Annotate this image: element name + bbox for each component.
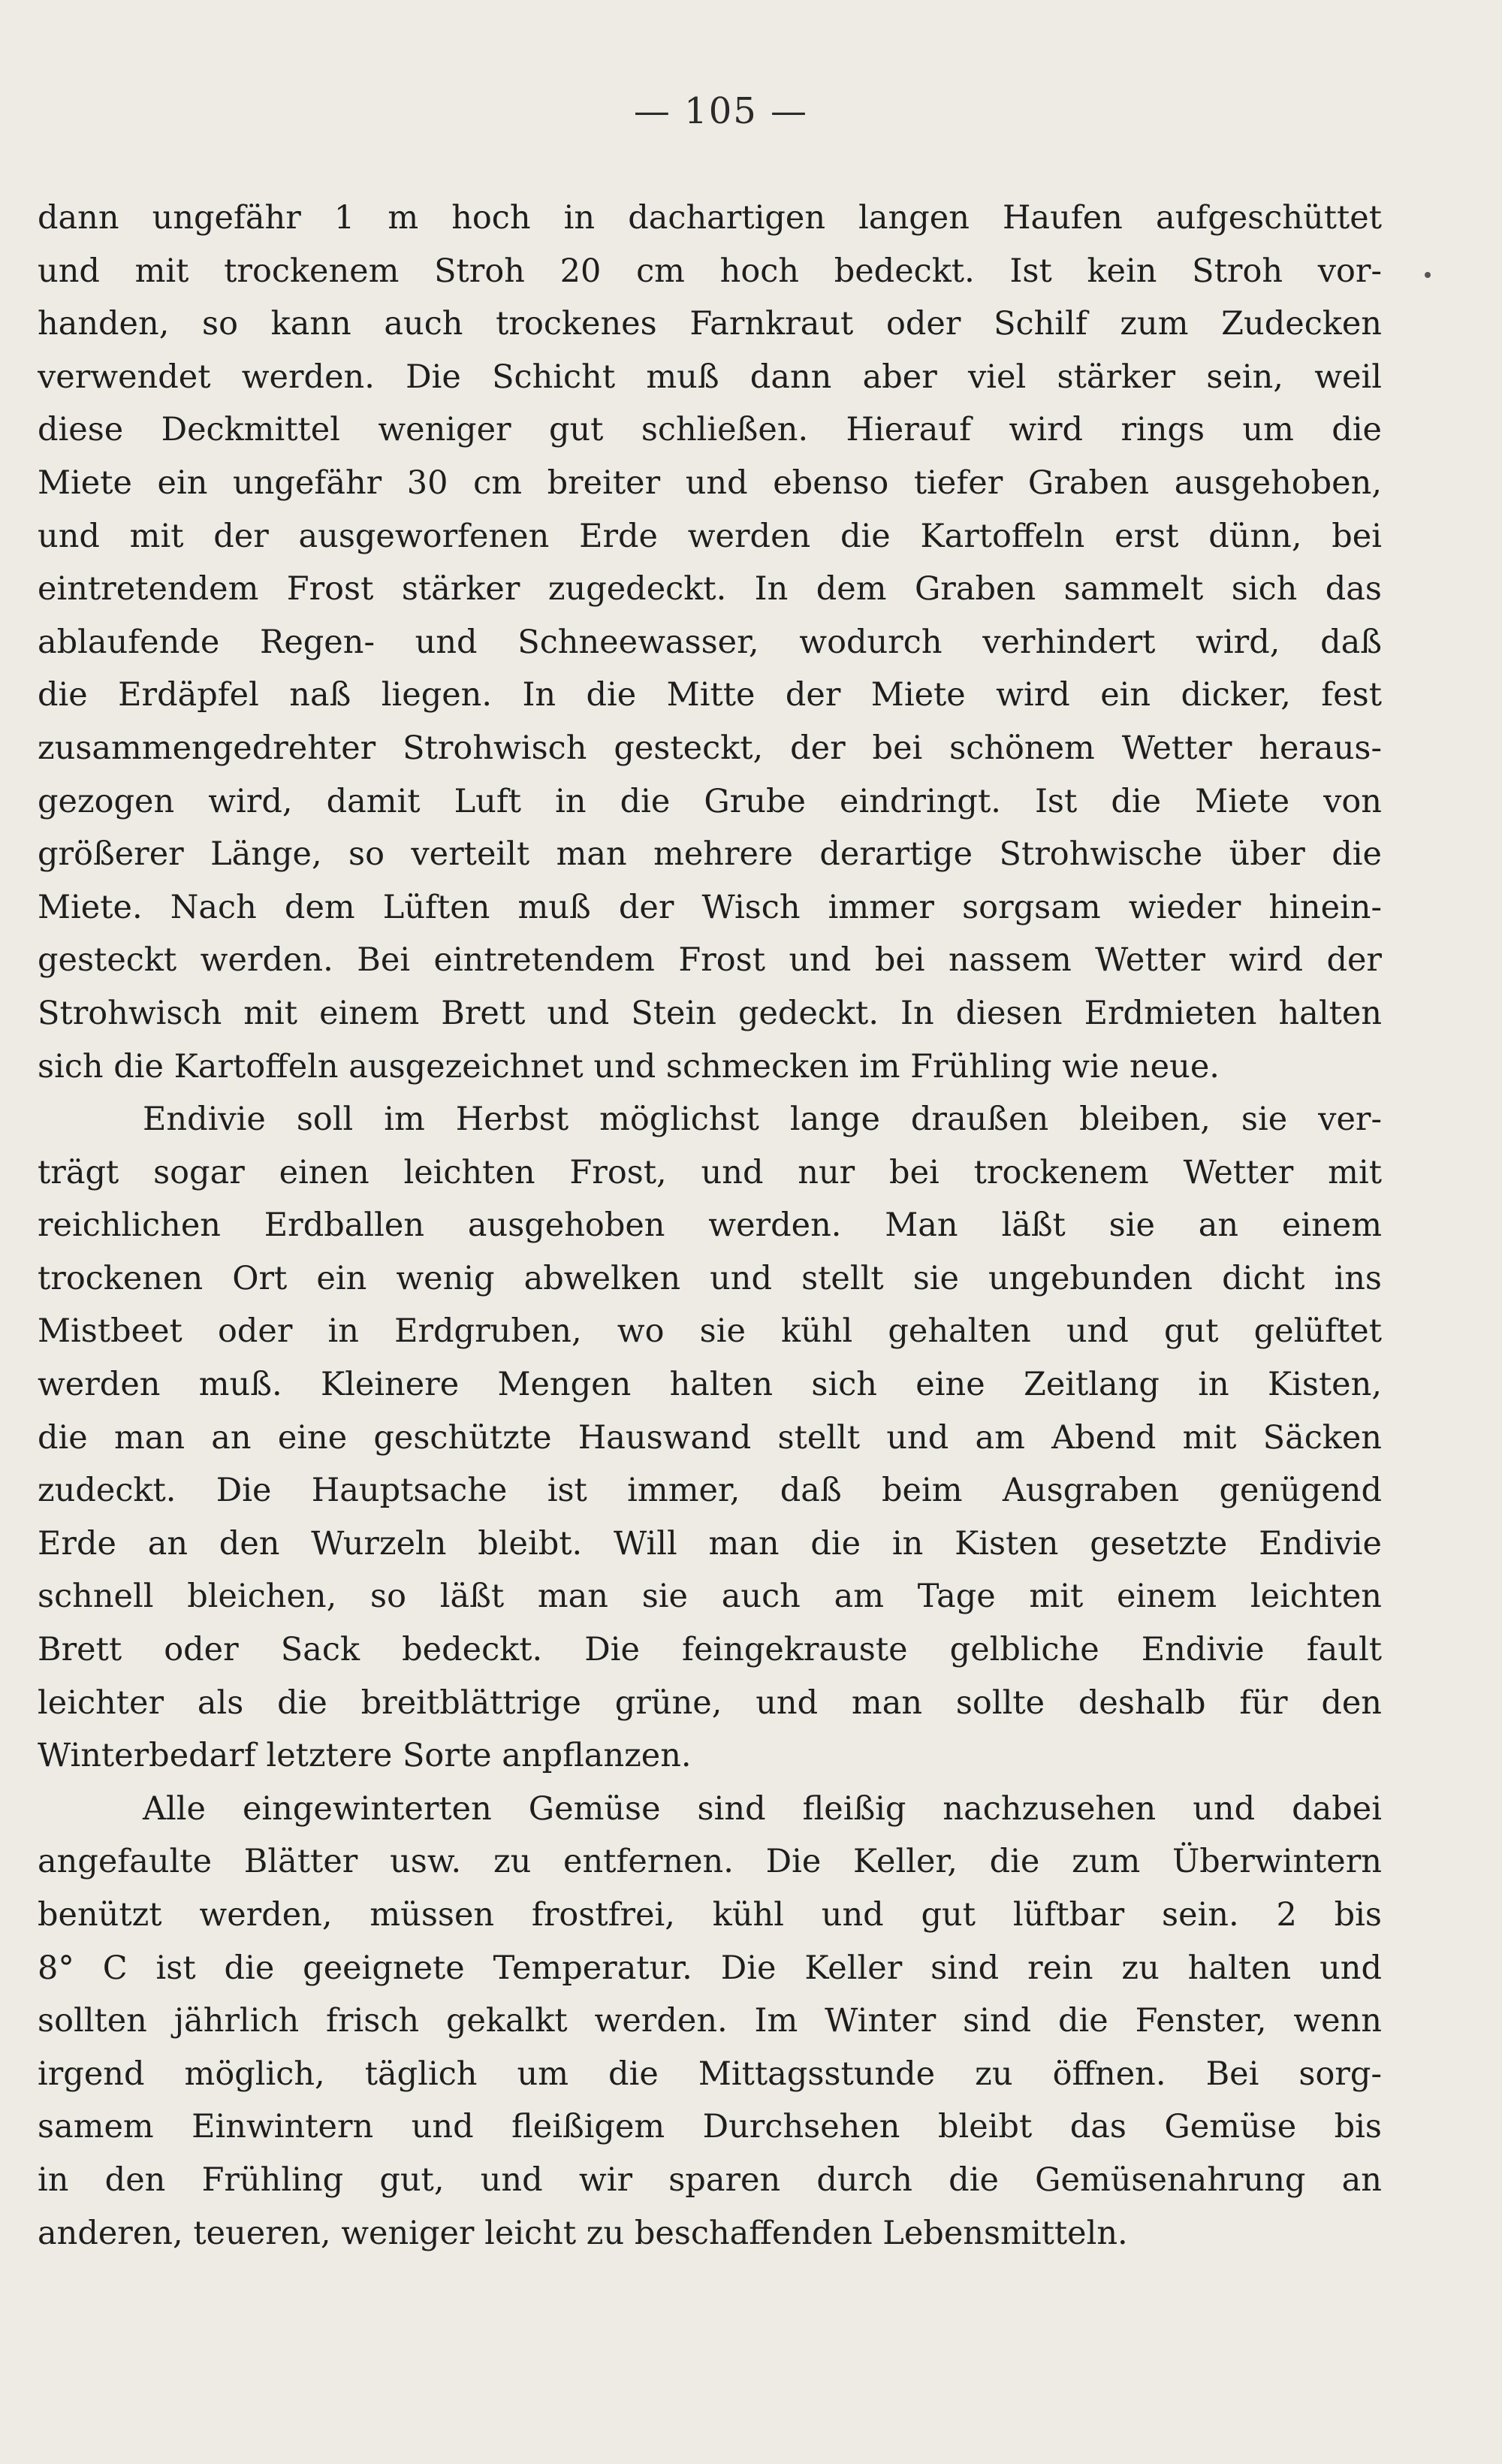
text-line: die Erdäpfel naß liegen. In die Mitte der Miete wird ein dicker, fest — [38, 676, 1382, 714]
paragraph — [38, 192, 1382, 1093]
text-line: trockenen Ort ein wenig abwelken und stellt sie ungebunden dicht ins — [38, 1259, 1382, 1297]
text-line: handen, so kann auch trockenes Farnkraut oder Schilf zum Zudecken — [38, 305, 1382, 343]
text-line: und mit trockenem Stroh 20 cm hoch bedeckt. Ist kein Stroh vor- — [38, 252, 1382, 290]
text-line: zusammengedrehter Strohwisch gesteckt, der bei schönem Wetter heraus- — [38, 729, 1382, 767]
text-line: Mistbeet oder in Erdgruben, wo sie kühl gehalten und gut gelüftet — [38, 1312, 1382, 1351]
text-line: ablaufende Regen- und Schneewasser, wodurch verhindert wird, daß — [38, 623, 1382, 661]
text-line: diese Deckmittel weniger gut schließen. Hierauf wird rings um die — [38, 411, 1382, 449]
text-line: zudeckt. Die Hauptsache ist immer, daß beim Ausgraben genügend — [38, 1472, 1382, 1510]
text-line: irgend möglich, täglich um die Mittagsstunde zu öffnen. Bei sorg- — [38, 2055, 1382, 2093]
text-line: die man an eine geschützte Hauswand stellt und am Abend mit Säcken — [38, 1418, 1382, 1457]
paragraph — [38, 1093, 1382, 1783]
text-line: anderen, teueren, weniger leicht zu beschaffenden Lebensmitteln. — [38, 2214, 1128, 2252]
text-line: Alle eingewinterten Gemüse sind fleißig nachzusehen und dabei — [143, 1789, 1382, 1828]
text-line: Miete. Nach dem Lüften muß der Wisch immer sorgsam wieder hinein- — [38, 888, 1382, 926]
text-line: angefaulte Blätter usw. zu entfernen. Die Keller, die zum Überwintern — [38, 1843, 1382, 1881]
text-line: samem Einwintern und fleißigem Durchsehen bleibt das Gemüse bis — [38, 2108, 1382, 2146]
text-line: Endivie soll im Herbst möglichst lange draußen bleiben, sie ver- — [143, 1101, 1382, 1139]
text-line: und mit der ausgeworfenen Erde werden die Kartoffeln erst dünn, bei — [38, 517, 1382, 555]
text-line: werden muß. Kleinere Mengen halten sich eine Zeitlang in Kisten, — [38, 1366, 1382, 1404]
page-number: — 105 — — [633, 90, 809, 132]
text-line: gesteckt werden. Bei eintretendem Frost und bei nassem Wetter wird der — [38, 941, 1382, 980]
text-line: reichlichen Erdballen ausgehoben werden. Man läßt sie an einem — [38, 1206, 1382, 1245]
text-line: Winterbedarf letztere Sorte anpflanzen. — [38, 1737, 692, 1775]
margin-mark — [1425, 272, 1431, 278]
text-line: Brett oder Sack bedeckt. Die feingekrauste gelbliche Endivie fault — [38, 1631, 1382, 1669]
text-line: gezogen wird, damit Luft in die Grube eindringt. Ist die Miete von — [38, 782, 1382, 820]
body-text — [38, 192, 1382, 2260]
paragraph — [38, 1783, 1382, 2260]
text-line: eintretendem Frost stärker zugedeckt. In dem Graben sammelt sich das — [38, 570, 1382, 608]
text-line: 8° C ist die geeignete Temperatur. Die Keller sind rein zu halten und — [38, 1949, 1382, 1987]
text-line: dann ungefähr 1 m hoch in dachartigen langen Haufen aufgeschüttet — [38, 199, 1382, 237]
text-line: Miete ein ungefähr 30 cm breiter und ebenso tiefer Graben ausgehoben, — [38, 464, 1382, 502]
text-line: Strohwisch mit einem Brett und Stein gedeckt. In diesen Erdmieten halten — [38, 994, 1382, 1032]
text-line: in den Frühling gut, und wir sparen durch die Gemüsenahrung an — [38, 2161, 1382, 2199]
text-line: sich die Kartoffeln ausgezeichnet und schmecken im Frühling wie neue. — [38, 1047, 1220, 1086]
text-line: sollten jährlich frisch gekalkt werden. Im Winter sind die Fenster, wenn — [38, 2002, 1382, 2040]
text-line: Erde an den Wurzeln bleibt. Will man die in Kisten gesetzte Endivie — [38, 1524, 1382, 1563]
text-line: schnell bleichen, so läßt man sie auch am Tage mit einem leichten — [38, 1578, 1382, 1616]
text-line: verwendet werden. Die Schicht muß dann aber viel stärker sein, weil — [38, 358, 1382, 396]
text-line: trägt sogar einen leichten Frost, und nur bei trockenem Wetter mit — [38, 1153, 1382, 1191]
text-line: leichter als die breitblättrige grüne, und man sollte deshalb für den — [38, 1683, 1382, 1722]
text-line: benützt werden, müssen frostfrei, kühl und gut lüftbar sein. 2 bis — [38, 1896, 1382, 1934]
text-line: größerer Länge, so verteilt man mehrere derartige Strohwische über die — [38, 835, 1382, 874]
